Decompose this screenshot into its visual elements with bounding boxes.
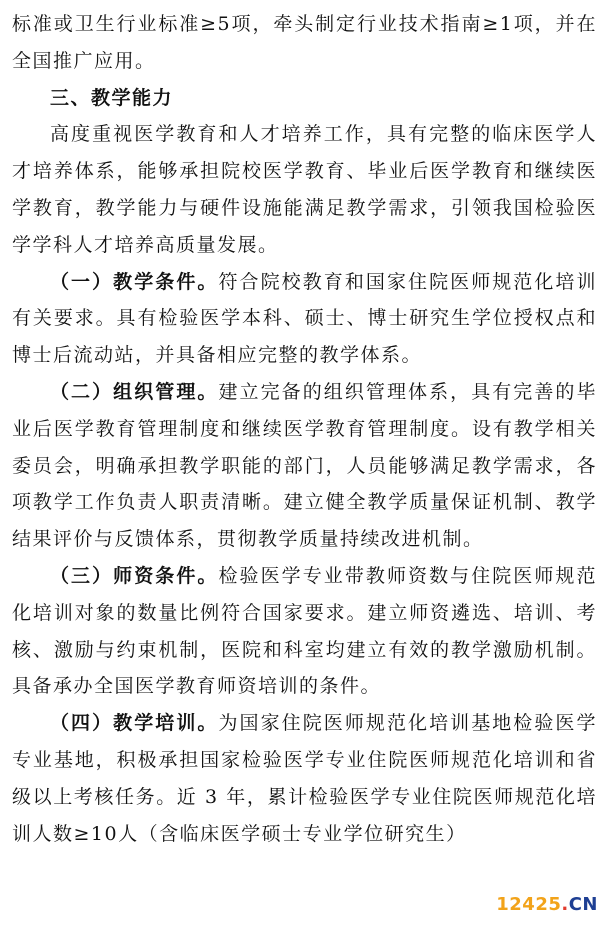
item-lead-1: （一）教学条件。 — [50, 270, 219, 293]
item-paragraph-4 — [12, 705, 597, 852]
watermark-cn: CN — [568, 894, 598, 915]
item-paragraph-3 — [12, 558, 597, 705]
watermark-number: 12425 — [496, 894, 562, 915]
intro-paragraph: 高度重视医学教育和人才培养工作，具有完整的临床医学人才培养体系，能够承担院校医学教育、毕业后医学教育和继续医学教育，教学能力与硬件设施能满足教学需求，引领我国检验医学学科人才培养高质量发展。 — [12, 123, 597, 256]
item-lead-3: （三）师资条件。 — [50, 564, 219, 587]
item-paragraph-1 — [12, 264, 597, 374]
item-lead-2: （二）组织管理。 — [50, 380, 219, 403]
watermark-dot: . — [561, 894, 569, 915]
item-text-3: 检验医学专业带教师资数与住院医师规范化培训对象的数量比例符合国家要求。建立师资遴选、培训、考核、激励与约束机制，医院和科室均建立有效的教学激励机制。具备承办全国医学教育师资培训的条件。 — [12, 564, 597, 698]
item-paragraph-2 — [12, 374, 597, 558]
item-lead-4: （四）教学培训。 — [50, 712, 219, 735]
site-watermark-logo — [493, 893, 601, 917]
item-text-1: 符合院校教育和国家住院医师规范化培训有关要求。具有检验医学本科、硕士、博士研究生学位授权点和博士后流动站，并具备相应完整的教学体系。 — [12, 270, 597, 367]
section-title: 三、教学能力 — [50, 86, 174, 109]
item-text-4: 为国家住院医师规范化培训基地检验医学专业基地，积极承担国家检验医学专业住院医师规范化培训和省级以上考核任务。近 3 年，累计检验医学专业住院医师规范化培训人数≥10人（含临床医学硕士专业学位研究生） — [12, 712, 597, 845]
item-text-2: 建立完备的组织管理体系，具有完善的毕业后医学教育管理制度和继续医学教育管理制度。设有教学相关委员会，明确承担教学职能的部门，人员能够满足教学需求，各项教学工作负责人职责清晰。建立健全教学质量保证机制、教学结果评价与反馈体系，贯彻教学质量持续改进机制。 — [12, 380, 597, 551]
continuation-paragraph: 标准或卫生行业标准≥5项，牵头制定行业技术指南≥1项，并在全国推广应用。 — [12, 13, 597, 72]
